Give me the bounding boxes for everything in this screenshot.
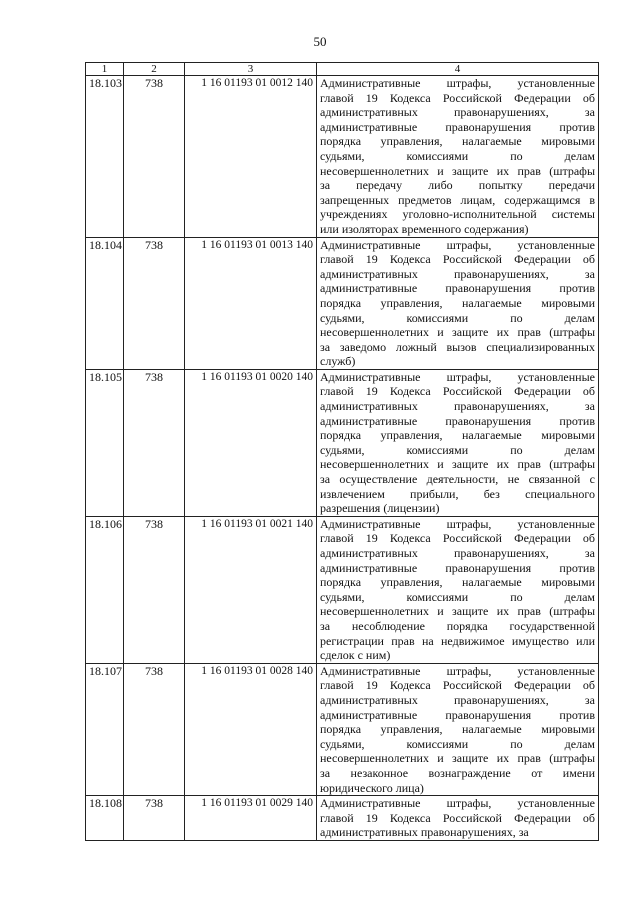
- column-header: 3: [185, 63, 317, 76]
- description-line: или изоляторах временного содержания): [320, 221, 529, 236]
- description-line: сделок с ним): [320, 648, 391, 663]
- administrator-code: 738: [124, 369, 185, 516]
- income-description: [317, 516, 599, 663]
- table-row: [86, 369, 599, 516]
- income-description: [317, 237, 599, 369]
- row-number: 18.104: [86, 237, 124, 369]
- row-number: 18.105: [86, 369, 124, 516]
- description-line: за заведомо ложный вызов специализированных: [320, 339, 595, 354]
- description-line: Административные штрафы, установленные: [320, 237, 595, 252]
- description-line: разрешения (лицензии): [320, 501, 440, 516]
- description-line: несовершеннолетних и защите их прав (штрафы: [320, 751, 595, 766]
- table-row: [86, 516, 599, 663]
- description-line: служб): [320, 354, 356, 369]
- table-row: [86, 796, 599, 841]
- budget-classification-code: 1 16 01193 01 0021 140: [185, 516, 317, 663]
- description-line: главой 19 Кодекса Российской Федерации об: [320, 678, 595, 693]
- description-line: Административные штрафы, установленные: [320, 796, 595, 811]
- income-description: [317, 663, 599, 795]
- description-line: порядка управления, налагаемые мировыми: [320, 295, 595, 310]
- description-line: запрещенных предметов лицам, содержащимся в: [320, 192, 595, 207]
- row-number: 18.108: [86, 796, 124, 841]
- budget-classification-code: 1 16 01193 01 0029 140: [185, 796, 317, 841]
- administrator-code: 738: [124, 516, 185, 663]
- budget-classification-code: 1 16 01193 01 0028 140: [185, 663, 317, 795]
- description-line: главой 19 Кодекса Российской Федерации об: [320, 90, 595, 105]
- description-line: Административные штрафы, установленные: [320, 76, 595, 90]
- description-line: порядка управления, налагаемые мировыми: [320, 575, 595, 590]
- description-line: порядка управления, налагаемые мировыми: [320, 722, 595, 737]
- description-line: судьями, комиссиями по делам: [320, 310, 595, 325]
- budget-classification-table: [85, 62, 599, 841]
- administrator-code: 738: [124, 76, 185, 238]
- description-line: административных правонарушениях, за: [320, 692, 595, 707]
- description-line: административные правонарушения против: [320, 707, 595, 722]
- administrator-code: 738: [124, 663, 185, 795]
- column-header: 1: [86, 63, 124, 76]
- description-line: административные правонарушения против: [320, 119, 595, 134]
- budget-classification-code: 1 16 01193 01 0020 140: [185, 369, 317, 516]
- description-line: за незаконное вознаграждение от имени: [320, 765, 595, 780]
- description-line: юридического лица): [320, 780, 424, 795]
- income-description: [317, 369, 599, 516]
- description-line: Административные штрафы, установленные: [320, 663, 595, 678]
- description-line: несовершеннолетних и защите их прав (штрафы: [320, 163, 595, 178]
- row-number: 18.106: [86, 516, 124, 663]
- column-header: 4: [317, 63, 599, 76]
- description-line: за несоблюдение порядка государственной: [320, 618, 595, 633]
- description-line: административных правонарушениях, за: [320, 266, 595, 281]
- description-line: порядка управления, налагаемые мировыми: [320, 134, 595, 149]
- budget-classification-code: 1 16 01193 01 0012 140: [185, 76, 317, 238]
- description-line: за осуществление деятельности, не связанной с: [320, 472, 595, 487]
- table-row: [86, 76, 599, 238]
- table-row: [86, 663, 599, 795]
- description-line: административные правонарушения против: [320, 281, 595, 296]
- description-line: административных правонарушениях, за: [320, 399, 595, 414]
- income-description: [317, 796, 599, 841]
- budget-classification-code: 1 16 01193 01 0013 140: [185, 237, 317, 369]
- description-line: административных правонарушениях, за: [320, 546, 595, 560]
- description-line: несовершеннолетних и защите их прав (штрафы: [320, 604, 595, 619]
- table-row: [86, 237, 599, 369]
- description-line: Административные штрафы, установленные: [320, 516, 595, 531]
- row-number: 18.103: [86, 76, 124, 238]
- income-description: [317, 76, 599, 238]
- administrator-code: 738: [124, 237, 185, 369]
- table-header-row: [86, 63, 599, 76]
- description-line: порядка управления, налагаемые мировыми: [320, 428, 595, 443]
- description-line: судьями, комиссиями по делам: [320, 589, 595, 604]
- description-line: судьями, комиссиями по делам: [320, 736, 595, 751]
- administrator-code: 738: [124, 796, 185, 841]
- description-line: административные правонарушения против: [320, 413, 595, 428]
- description-line: извлечением прибыли, без специального: [320, 486, 595, 501]
- page-number: 50: [313, 34, 327, 49]
- description-line: Административные штрафы, установленные: [320, 369, 595, 384]
- table-body: [86, 76, 599, 841]
- description-line: судьями, комиссиями по делам: [320, 442, 595, 457]
- description-line: главой 19 Кодекса Российской Федерации об: [320, 384, 595, 399]
- description-line: учреждениях уголовно-исполнительной системы: [320, 207, 595, 222]
- description-line: несовершеннолетних и защите их прав (штрафы: [320, 457, 595, 472]
- description-line: административные правонарушения против: [320, 560, 595, 575]
- description-line: административных правонарушениях, за: [320, 105, 595, 120]
- description-line: регистрации прав на недвижимое имущество или: [320, 633, 595, 648]
- description-line: судьями, комиссиями по делам: [320, 148, 595, 163]
- column-header: 2: [124, 63, 185, 76]
- description-line: за передачу либо попытку передачи: [320, 178, 595, 193]
- description-line: главой 19 Кодекса Российской Федерации об: [320, 531, 595, 546]
- description-line: несовершеннолетних и защите их прав (штрафы: [320, 325, 595, 340]
- row-number: 18.107: [86, 663, 124, 795]
- description-line: главой 19 Кодекса Российской Федерации об: [320, 252, 595, 267]
- description-line: главой 19 Кодекса Российской Федерации об: [320, 810, 595, 825]
- description-line: административных правонарушениях, за: [320, 825, 529, 840]
